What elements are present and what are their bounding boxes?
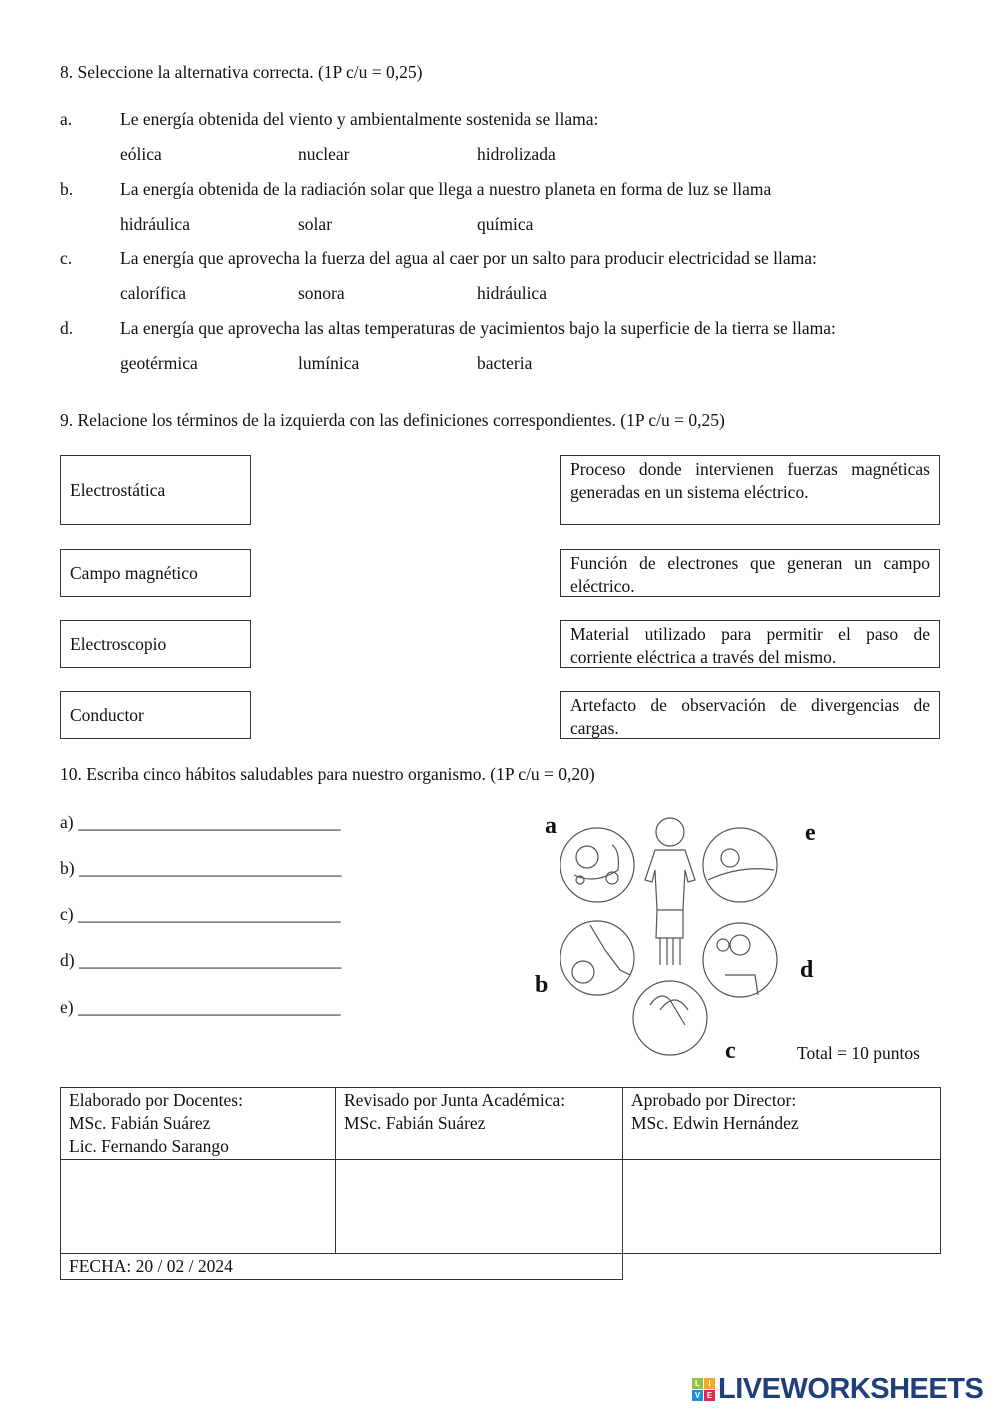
logo-text: LIVEWORKSHEETS [718, 1373, 984, 1405]
sleeping-circle-icon [703, 828, 777, 902]
term-box[interactable]: Electrostática [60, 455, 251, 525]
name: MSc. Fabián Suárez [69, 1113, 211, 1133]
label-e: e [805, 820, 816, 846]
option[interactable]: sonora [298, 283, 345, 303]
label-d: d [800, 957, 814, 983]
answer-line[interactable]: a) ______________________________ [60, 812, 341, 832]
definition-box[interactable]: Función de electrones que generan un campo eléctrico. [560, 549, 940, 597]
name: MSc. Edwin Hernández [631, 1113, 799, 1133]
total-points: Total = 10 puntos [797, 1043, 920, 1063]
answer-line[interactable]: c) ______________________________ [60, 904, 341, 924]
label-c: c [725, 1038, 736, 1064]
boy-figure-icon [645, 818, 695, 965]
option[interactable]: lumínica [298, 353, 360, 373]
tile: L [692, 1378, 703, 1389]
q10-title: 10. Escriba cinco hábitos saludables para nuestro organismo. (1P c/u = 0,20) [60, 764, 595, 784]
label: Revisado por Junta Académica: [344, 1090, 566, 1110]
item-letter: b. [60, 179, 74, 199]
elaborado-cell [61, 1088, 336, 1160]
aprobado-cell [623, 1088, 941, 1160]
option[interactable]: hidrolizada [477, 144, 556, 164]
q8-title: 8. Seleccione la alternativa correcta. (1P c/u = 0,25) [60, 62, 423, 82]
option[interactable]: geotérmica [120, 353, 198, 373]
item-letter: c. [60, 248, 73, 268]
term-box[interactable]: Conductor [60, 691, 251, 739]
definition-box[interactable]: Proceso donde intervienen fuerzas magnéticas generadas en un sistema eléctrico. [560, 455, 940, 525]
item-letter: d. [60, 318, 74, 338]
logo-tiles-icon [692, 1378, 715, 1401]
name: Lic. Fernando Sarango [69, 1136, 229, 1156]
tile: V [692, 1390, 703, 1401]
tile: E [704, 1390, 715, 1401]
hands-washing-circle-icon [633, 981, 707, 1055]
liveworksheets-logo [692, 1373, 983, 1406]
term-box[interactable]: Electroscopio [60, 620, 251, 668]
definition-box[interactable]: Material utilizado para permitir el paso de corriente eléctrica a través del mismo. [560, 620, 940, 668]
signature-cell [623, 1160, 941, 1254]
approval-table [60, 1087, 941, 1280]
item-letter: a. [60, 109, 73, 129]
tile: I [704, 1378, 715, 1389]
option[interactable]: nuclear [298, 144, 350, 164]
mirror-girl-circle-icon [703, 923, 777, 997]
fecha-cell: FECHA: 20 / 02 / 2024 [61, 1254, 623, 1280]
label: Aprobado por Director: [631, 1090, 797, 1110]
option[interactable]: eólica [120, 144, 162, 164]
option[interactable]: hidráulica [477, 283, 547, 303]
label-a: a [545, 813, 557, 839]
option[interactable]: solar [298, 214, 333, 234]
item-question: La energía que aprovecha la fuerza del agua al caer por un salto para producir electricidad se llama: [120, 248, 817, 268]
option[interactable]: calorífica [120, 283, 187, 303]
fruits-circle-icon [560, 828, 634, 902]
item-question: La energía obtenida de la radiación solar que llega a nuestro planeta en forma de luz se llama [120, 179, 772, 199]
item-question: Le energía obtenida del viento y ambientalmente sostenida se llama: [120, 109, 599, 129]
option[interactable]: química [477, 214, 534, 234]
signature-cell [61, 1160, 336, 1254]
answer-line[interactable]: d) ______________________________ [60, 950, 342, 970]
revisado-cell [336, 1088, 623, 1160]
name: MSc. Fabián Suárez [344, 1113, 486, 1133]
option[interactable]: bacteria [477, 353, 533, 373]
soccer-circle-icon [560, 921, 634, 995]
answer-line[interactable]: b) ______________________________ [60, 858, 342, 878]
healthy-habits-illustration [560, 810, 780, 1060]
term-box[interactable]: Campo magnético [60, 549, 251, 597]
item-question: La energía que aprovecha las altas temperaturas de yacimientos bajo la superficie de la tierra se llama: [120, 318, 836, 338]
option[interactable]: hidráulica [120, 214, 190, 234]
definition-box[interactable]: Artefacto de observación de divergencias de cargas. [560, 691, 940, 739]
signature-cell [336, 1160, 623, 1254]
q9-title: 9. Relacione los términos de la izquierda con las definiciones correspondientes. (1P c/u = 0,25) [60, 410, 725, 430]
label-b: b [535, 972, 549, 998]
label: Elaborado por Docentes: [69, 1090, 243, 1110]
answer-line[interactable]: e) ______________________________ [60, 997, 341, 1017]
